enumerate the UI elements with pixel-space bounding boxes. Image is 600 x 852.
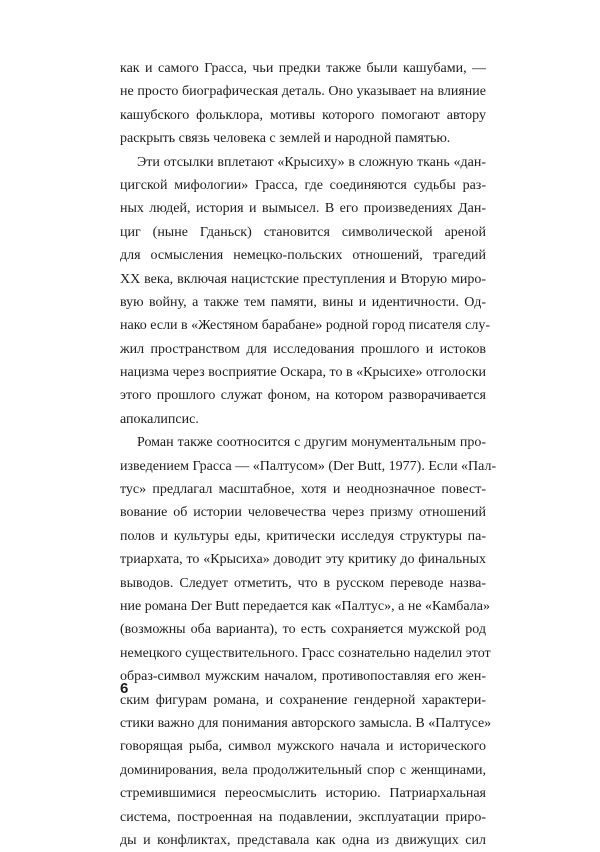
text-line: апокалипсис. (120, 411, 199, 427)
page-number: 6 (120, 680, 129, 697)
text-line: нацизма через восприятие Оскара, то в «Крысихе» отголоски (120, 365, 486, 381)
text-line: триархата, то «Крысиха» доводит эту критику до финальных (120, 552, 486, 568)
text-line: тус» предлагал масштабное, хотя и неоднозначное повест- (120, 482, 486, 498)
text-line: ды и конфликтах, представала как одна из движущих сил (120, 832, 486, 848)
text-line: как и самого Грасса, чьи предки также были кашубами, — (120, 61, 486, 76)
text-line: вование об истории человечества через призму отношений (120, 505, 486, 521)
text-line: вую войну, а также тем памяти, вины и идентичности. Од- (120, 294, 486, 310)
text-line: этого прошлого служат фоном, на котором разворачивается (120, 388, 486, 404)
text-line: ским фигурам романа, и сохранение гендерной характери- (120, 692, 486, 708)
text-line: кашубского фольклора, мотивы которого помогают автору (120, 107, 486, 123)
text-line: нако если в «Жестяном барабане» родной город писателя слу- (120, 318, 490, 334)
text-line: цигской мифологии» Грасса, где соединяются судьбы раз- (120, 177, 486, 193)
text-line: для осмысления немецко-польских отношений, трагедий (120, 248, 486, 264)
text-line: Роман также соотносится с другим монументальным про- (137, 435, 486, 451)
text-line: доминирования, вела продолжительный спор с женщинами, (120, 762, 486, 778)
text-line: система, построенная на подавлении, эксплуатации приро- (120, 809, 486, 825)
text-line: жил пространством для исследования прошлого и истоков (120, 341, 486, 357)
text-line: не просто биографическая деталь. Оно указывает на влияние (120, 84, 486, 100)
text-line: полов и культуры еды, критически исследуя структуры па- (120, 528, 486, 544)
text-line: циг (ныне Гданьск) становится символической ареной (120, 224, 486, 240)
text-line: ных людей, история и вымысел. В его произведениях Дан- (120, 201, 486, 217)
text-line: Эти отсылки вплетают «Крысиху» в сложную ткань «дан- (137, 154, 486, 170)
text-line: ние романа Der Butt передается как «Палтус», а не «Камбала» (120, 598, 490, 614)
text-line: немецкого существительного. Грасс сознательно наделил этот (120, 645, 491, 661)
text-line: выводов. Следует отметить, что в русском переводе назва- (120, 575, 486, 591)
text-line: раскрыть связь человека с землей и народной памятью. (120, 131, 451, 147)
text-line: XX века, включая нацистские преступления и Вторую миро- (120, 271, 486, 287)
text-line: говорящая рыба, символ мужского начала и исторического (120, 739, 486, 755)
text-line: образ-символ мужским началом, противопоставляя его жен- (120, 669, 486, 685)
text-line: стики важно для понимания авторского замысла. В «Палтусе» (120, 715, 492, 731)
text-line: стремившимися переосмыслить историю. Патриархальная (120, 786, 486, 802)
text-line: (возможны оба варианта), то есть сохраняется мужской род (120, 622, 486, 638)
body-text (120, 57, 497, 852)
text-line: изведением Грасса — «Палтусом» (Der Butt, 1977). Если «Пал- (120, 458, 497, 474)
